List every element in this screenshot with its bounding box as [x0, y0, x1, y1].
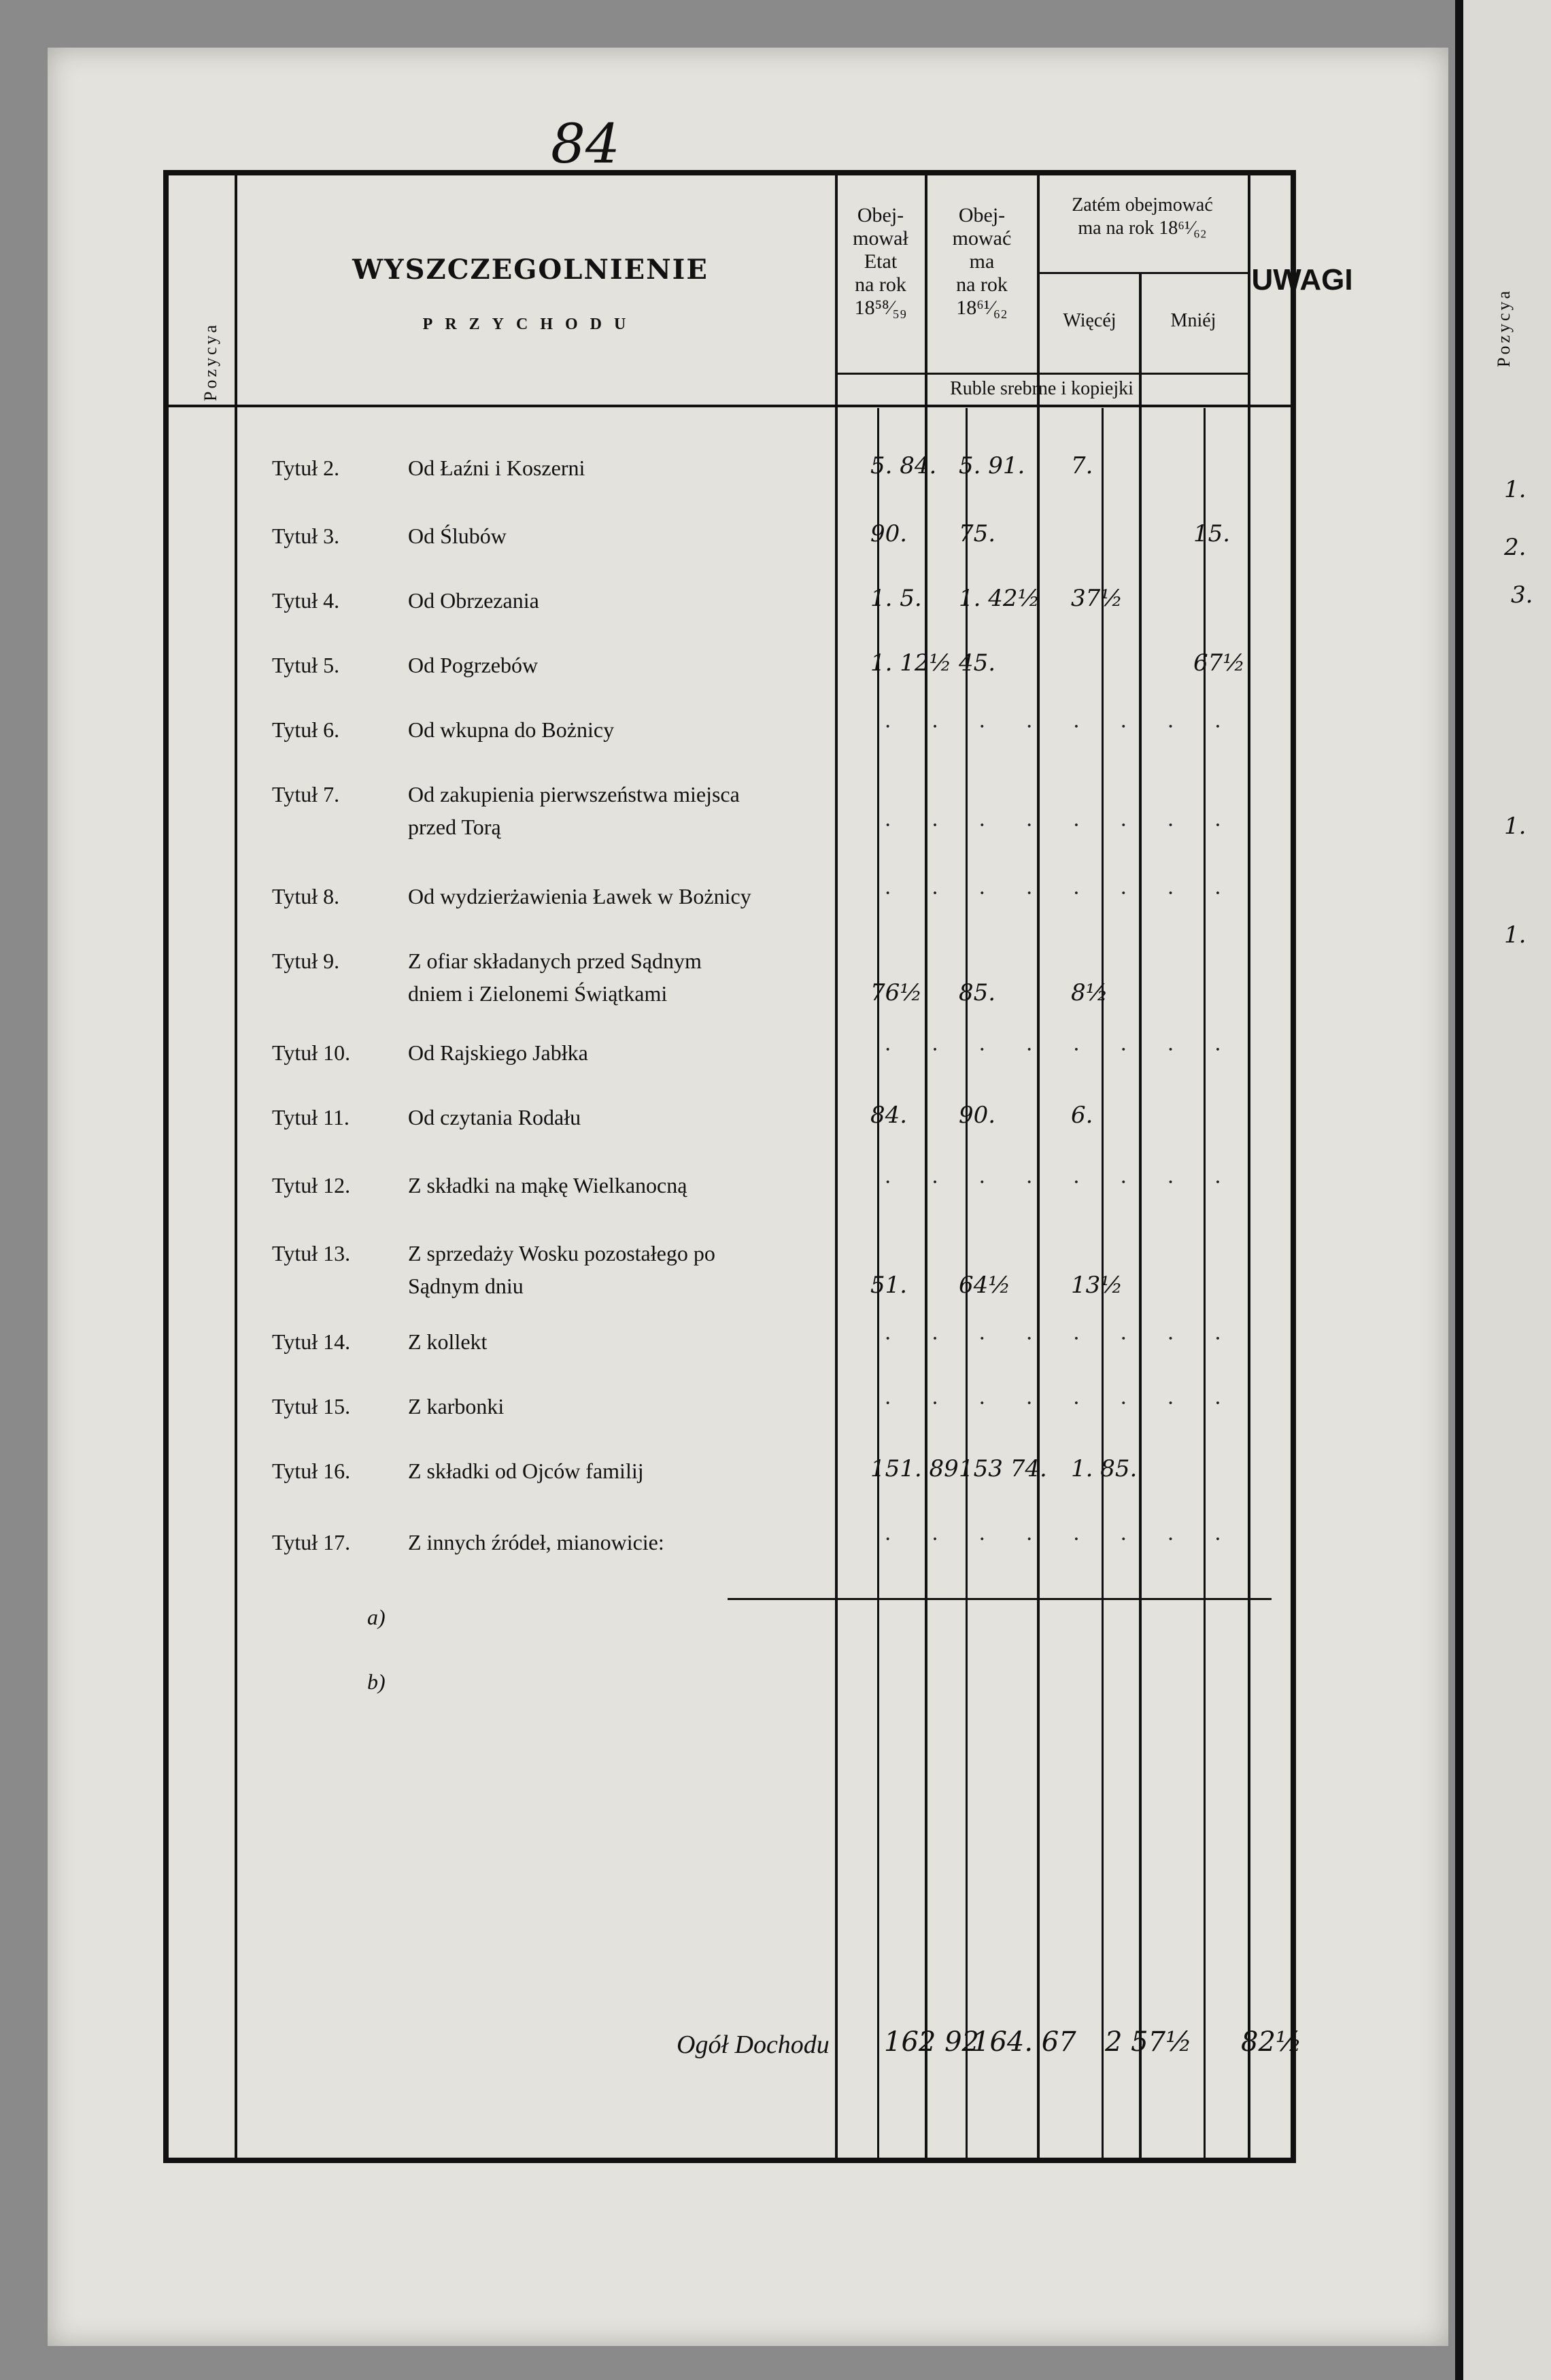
sub-item-b: b)	[367, 1669, 386, 1694]
row-tytul: Tytuł 5.	[272, 653, 340, 677]
row-label: Z kollekt	[408, 1329, 488, 1354]
row-label: Z sprzedaży Wosku pozostałego po	[408, 1241, 715, 1265]
next-page-entry: 3.	[1511, 581, 1533, 609]
rule-mniej	[1248, 170, 1250, 2162]
total-wiecej: 2 57½	[1105, 2026, 1192, 2058]
empty-dots: ········	[884, 1037, 1261, 1062]
currency-rule	[836, 373, 1248, 375]
row-label: przed Torą	[408, 815, 501, 839]
empty-dots: ········	[884, 714, 1261, 739]
total-label: Ogół Dochodu	[677, 2030, 830, 2059]
row-label: Od zakupienia pierwszeństwa miejsca	[408, 782, 740, 806]
row-tytul: Tytuł 2.	[272, 456, 340, 480]
title: WYSZCZEGOLNIENIE	[352, 254, 709, 286]
row-wiecej: 1. 85.	[1071, 1455, 1138, 1482]
next-page-entry: 2.	[1504, 534, 1527, 561]
row-wiecej: 8½	[1071, 979, 1108, 1006]
ma-header: Obej- mować ma na rok 18⁶¹⁄₆₂	[952, 204, 1012, 319]
page-number: 84	[551, 112, 620, 175]
row-ma: 75.	[959, 520, 996, 547]
row-wiecej: 7.	[1071, 452, 1093, 479]
next-page-position-header: Pozycya	[1494, 288, 1514, 367]
row-label: Z składki na mąkę Wielkanocną	[408, 1173, 687, 1197]
row-label: Od Pogrzebów	[408, 653, 539, 677]
row-etat: 90.	[870, 520, 908, 547]
row-ma: 85.	[959, 979, 996, 1006]
row-ma: 64½	[959, 1272, 1011, 1299]
row-ma: 5. 91.	[959, 452, 1025, 479]
row-label: Od wkupna do Bożnicy	[408, 717, 615, 742]
row-tytul: Tytuł 8.	[272, 884, 340, 908]
row-etat: 51.	[870, 1272, 908, 1299]
row-tytul: Tytuł 7.	[272, 782, 340, 806]
row-label: Z innych źródeł, mianowicie:	[408, 1530, 664, 1554]
row-etat: 1. 5.	[870, 585, 922, 612]
row-tytul: Tytuł 16.	[272, 1459, 351, 1483]
etat-header: Obej- mował Etat na rok 18⁵⁸⁄₅₉	[853, 204, 908, 319]
rule-wiecej	[1139, 272, 1142, 2162]
row-ma: 90.	[959, 1102, 996, 1129]
row-ma: 153 74.	[959, 1455, 1047, 1482]
row-tytul: Tytuł 10.	[272, 1040, 351, 1065]
empty-dots: ········	[884, 1326, 1261, 1351]
wiecej-header: Więcéj	[1063, 310, 1117, 331]
row-etat: 84.	[870, 1102, 908, 1129]
rule-zatem	[1037, 170, 1040, 2162]
currency-header: Ruble srebrne i kopiejki	[950, 378, 1134, 399]
empty-dots: ········	[884, 881, 1261, 906]
row-wiecej: 13½	[1071, 1272, 1123, 1299]
zatem-header: Zatém obejmować ma na rok 18⁶¹⁄₆₂	[1072, 194, 1213, 239]
row-tytul: Tytuł 15.	[272, 1394, 351, 1418]
sum-rule	[728, 1598, 1272, 1600]
empty-dots: ········	[884, 1527, 1261, 1552]
row-label: Od Obrzezania	[408, 588, 539, 613]
row-label: Z ofiar składanych przed Sądnym	[408, 949, 702, 973]
row-label: Z składki od Ojców familij	[408, 1459, 644, 1483]
row-label: Od Łaźni i Koszerni	[408, 456, 585, 480]
row-label: Z karbonki	[408, 1394, 505, 1418]
row-mniej: 15.	[1193, 520, 1231, 547]
position-header: Pozycya	[201, 322, 220, 401]
row-tytul: Tytuł 6.	[272, 717, 340, 742]
total-etat: 162 92	[884, 2026, 979, 2058]
row-wiecej: 6.	[1071, 1102, 1093, 1129]
empty-dots: ········	[884, 813, 1261, 838]
row-etat: 1. 12½	[870, 649, 952, 677]
row-tytul: Tytuł 13.	[272, 1241, 351, 1265]
rule-position	[235, 170, 237, 2162]
row-mniej: 67½	[1193, 649, 1246, 677]
row-etat: 5. 84.	[870, 452, 937, 479]
row-tytul: Tytuł 9.	[272, 949, 340, 973]
next-page-entry: 1.	[1504, 813, 1527, 840]
next-page-entry: 1.	[1504, 476, 1527, 503]
row-tytul: Tytuł 14.	[272, 1329, 351, 1354]
empty-dots: ········	[884, 1170, 1261, 1195]
total-ma: 164. 67	[972, 2026, 1076, 2058]
row-tytul: Tytuł 12.	[272, 1173, 351, 1197]
next-page-entry: 1.	[1504, 921, 1527, 949]
row-label: Od wydzierżawienia Ławek w Bożnicy	[408, 884, 751, 908]
row-label: Sądnym dniu	[408, 1274, 524, 1298]
row-label: Od czytania Rodału	[408, 1105, 581, 1129]
row-tytul: Tytuł 3.	[272, 524, 340, 548]
mniej-header: Mniéj	[1170, 310, 1216, 331]
adjacent-page	[1455, 0, 1551, 2380]
subtitle: PRZYCHODU	[422, 316, 638, 333]
row-etat: 151. 89	[870, 1455, 959, 1482]
remarks-header: UWAGI	[1251, 263, 1353, 296]
row-tytul: Tytuł 17.	[272, 1530, 351, 1554]
row-label: dniem i Zielonemi Świątkami	[408, 981, 668, 1006]
empty-dots: ········	[884, 1391, 1261, 1416]
row-ma: 45.	[959, 649, 996, 677]
rule-etat	[835, 170, 838, 2162]
total-mniej: 82½	[1241, 2026, 1302, 2058]
row-label: Od Rajskiego Jabłka	[408, 1040, 588, 1065]
row-tytul: Tytuł 4.	[272, 588, 340, 613]
zatem-rule	[1037, 272, 1248, 274]
sub-item-a: a)	[367, 1605, 386, 1629]
row-ma: 1. 42½	[959, 585, 1040, 612]
row-tytul: Tytuł 11.	[272, 1105, 350, 1129]
row-etat: 76½	[870, 979, 923, 1006]
header-rule	[163, 405, 1291, 407]
row-label: Od Ślubów	[408, 524, 507, 548]
row-wiecej: 37½	[1071, 585, 1123, 612]
